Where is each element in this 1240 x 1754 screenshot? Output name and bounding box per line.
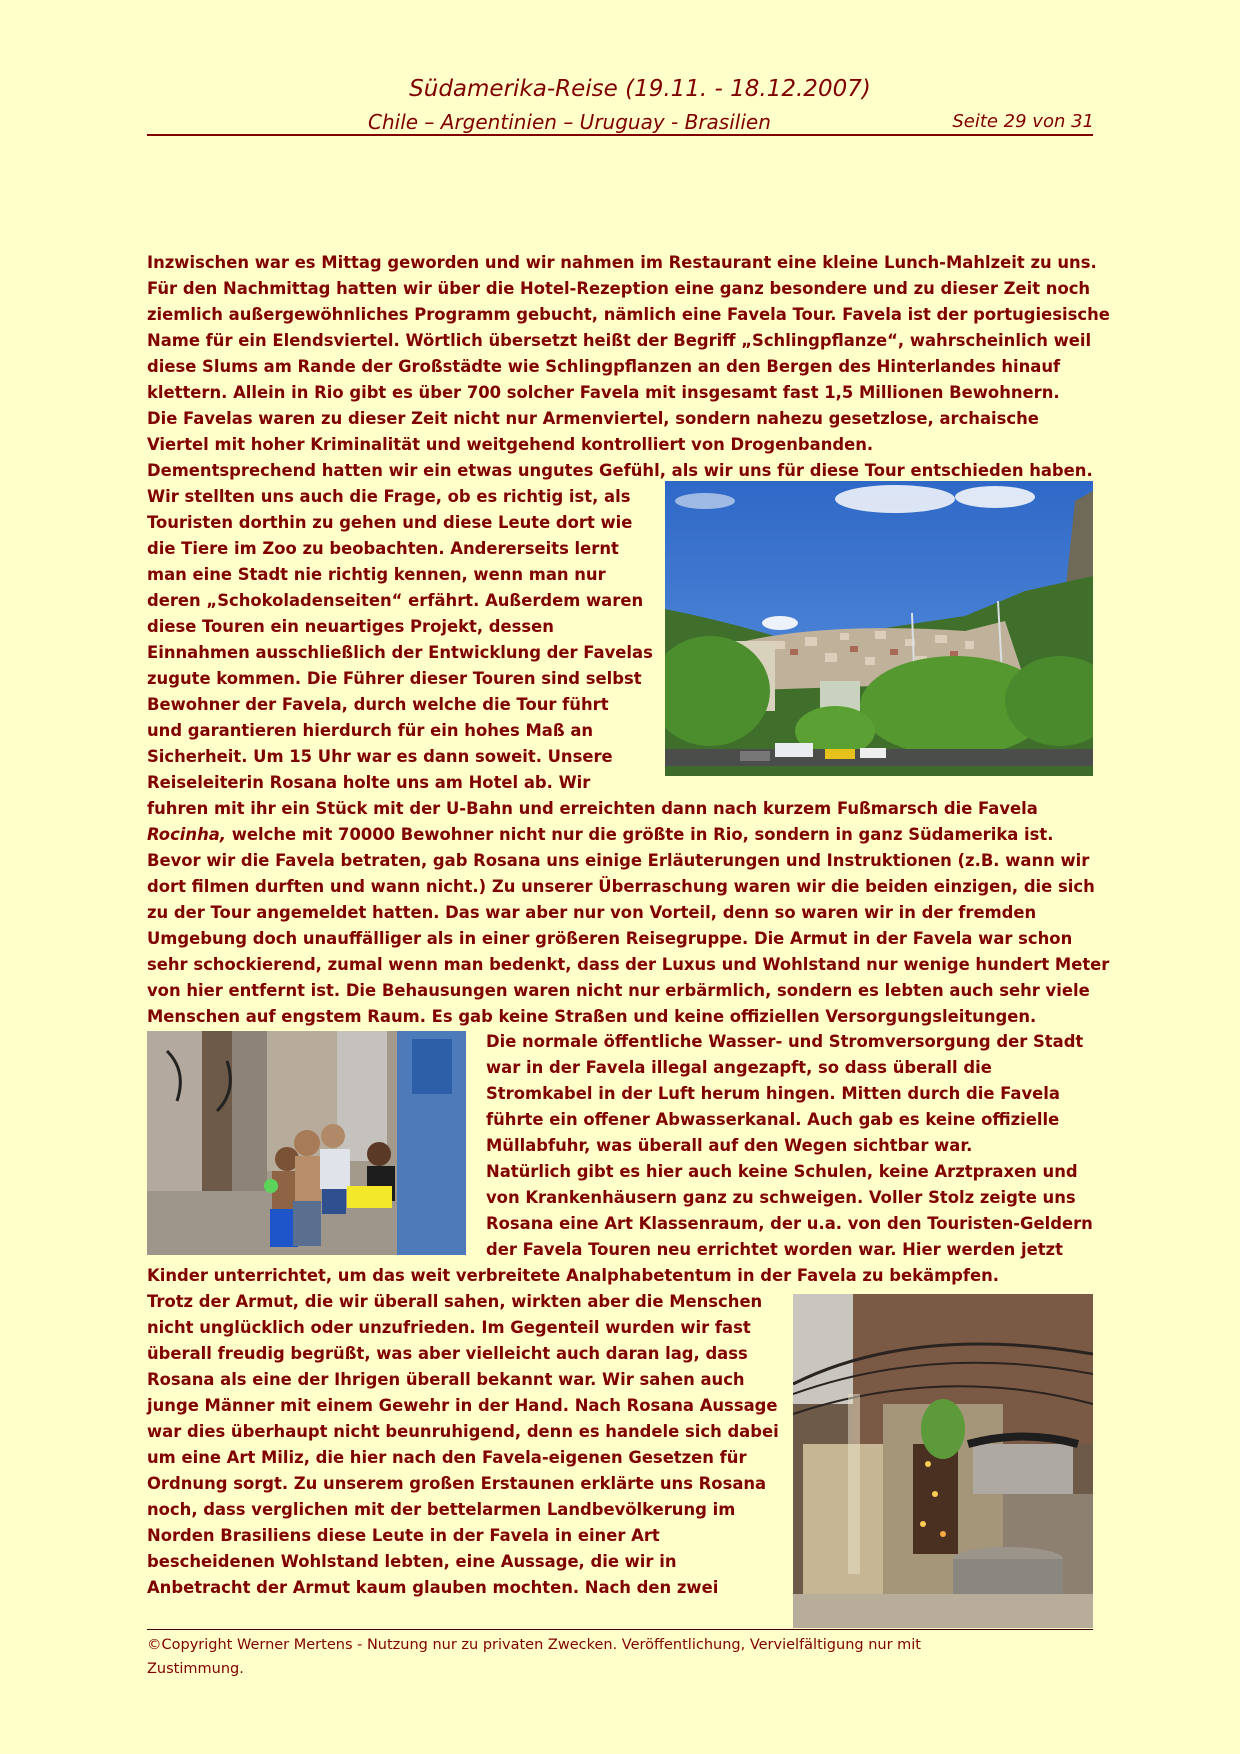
document-title: Südamerika-Reise (19.11. - 18.12.2007) <box>409 76 871 102</box>
text-line: Müllabfuhr, was überall auf den Wegen sichtbar war. <box>486 1136 973 1155</box>
text-line: Bewohner der Favela, durch welche die Tour führt <box>147 695 609 714</box>
text-line: Touristen dorthin zu gehen und diese Leute dort wie <box>147 513 633 532</box>
text-line: die Tiere im Zoo zu beobachten. Andererseits lernt <box>147 539 619 558</box>
copyright-line-1: ©Copyright Werner Mertens - Nutzung nur zu privaten Zwecken. Veröffentlichung, Vervielfältigung nur mit <box>147 1637 921 1653</box>
text-line: Bevor wir die Favela betraten, gab Rosana uns einige Erläuterungen und Instruktionen (z.B. wann wir <box>147 851 1090 870</box>
text-line: noch, dass verglichen mit der bettelarmen Landbevölkerung im <box>147 1500 736 1519</box>
text-line: Rosana eine Art Klassenraum, der u.a. von den Touristen-Geldern <box>486 1214 1093 1233</box>
text-line: Anbetracht der Armut kaum glauben mochten. Nach den zwei <box>147 1578 719 1597</box>
text-line: war dies überhaupt nicht beunruhigend, denn es handele sich dabei <box>147 1422 779 1441</box>
text-line: von hier entfernt ist. Die Behausungen waren nicht nur erbärmlich, sondern es lebten auch sehr viele <box>147 981 1090 1000</box>
footer-divider <box>147 1629 1093 1630</box>
paragraph-question <box>147 484 653 796</box>
rocinha-landscape-image <box>665 481 1093 776</box>
text-line: Norden Brasiliens diese Leute in der Favela in einer Art <box>147 1526 660 1545</box>
copyright-line-2: Zustimmung. <box>147 1661 244 1677</box>
text-line: bescheidenen Wohlstand lebten, eine Aussage, die wir in <box>147 1552 677 1571</box>
text-line: zu der Tour angemeldet hatten. Das war aber nur von Vorteil, denn so waren wir in der fremden <box>147 903 1037 922</box>
text-line: Menschen auf engstem Raum. Es gab keine Straßen und keine offiziellen Versorgungsleitungen. <box>147 1007 1037 1026</box>
text-line: Die Favelas waren zu dieser Zeit nicht nur Armenviertel, sondern nahezu gesetzlose, archaische <box>147 409 1039 428</box>
paragraph-rocinha <box>147 796 1109 1030</box>
text-line: Wir stellten uns auch die Frage, ob es richtig ist, als <box>147 487 631 506</box>
photo-favela-children <box>147 1031 466 1255</box>
text-line: Stromkabel in der Luft herum hingen. Mitten durch die Favela <box>486 1084 1060 1103</box>
text-line: dort filmen durften und wann nicht.) Zu unserer Überraschung waren wir die beiden einzigen, die sich <box>147 877 1095 896</box>
text-line: Sicherheit. Um 15 Uhr war es dann soweit. Unsere <box>147 747 613 766</box>
text-line: Natürlich gibt es hier auch keine Schulen, keine Arztpraxen und <box>486 1162 1078 1181</box>
text-line: Umgebung doch unauffälliger als in einer größeren Reisegruppe. Die Armut in der Favela war schon <box>147 929 1073 948</box>
text-line: und garantieren hierdurch für ein hohes Maß an <box>147 721 594 740</box>
children-image <box>147 1031 466 1255</box>
text-line: Viertel mit hoher Kriminalität und weitgehend kontrolliert von Drogenbanden. <box>147 435 874 454</box>
text-fragment: welche mit 70000 Bewohner nicht nur die größte in Rio, sondern in ganz Südamerika ist. <box>226 825 1054 844</box>
text-line: sehr schockierend, zumal wenn man bedenkt, dass der Luxus und Wohlstand nur wenige hundert Meter <box>147 955 1110 974</box>
place-name-rocinha: Rocinha, <box>147 825 227 844</box>
page-number: Seite 29 von 31 <box>952 111 1094 132</box>
text-line: ziemlich außergewöhnliches Programm gebucht, nämlich eine Favela Tour. Favela ist der portugiesische <box>147 305 1110 324</box>
text-line <box>147 822 1109 848</box>
text-line: Für den Nachmittag hatten wir über die Hotel-Rezeption eine ganz besondere und zu dieser Zeit noch <box>147 279 1091 298</box>
header-divider <box>147 134 1093 136</box>
text-line: war in der Favela illegal angezapft, so dass überall die <box>486 1058 992 1077</box>
text-line: der Favela Touren neu errichtet worden war. Hier werden jetzt <box>486 1240 1063 1259</box>
paragraph-infrastructure <box>486 1029 1093 1263</box>
paragraph-literacy <box>147 1263 999 1289</box>
text-line: klettern. Allein in Rio gibt es über 700 solcher Favela mit insgesamt fast 1,5 Millionen Bewohnern. <box>147 383 1060 402</box>
photo-favela-alley <box>793 1294 1093 1628</box>
text-line: zugute kommen. Die Führer dieser Touren sind selbst <box>147 669 642 688</box>
text-line: deren „Schokoladenseiten“ erfährt. Außerdem waren <box>147 591 644 610</box>
text-line: Rosana als eine der Ihrigen überall bekannt war. Wir sahen auch <box>147 1370 745 1389</box>
text-line: von Krankenhäusern ganz zu schweigen. Voller Stolz zeigte uns <box>486 1188 1076 1207</box>
text-line: nicht unglücklich oder unzufrieden. Im Gegenteil wurden wir fast <box>147 1318 751 1337</box>
text-line: Kinder unterrichtet, um das weit verbreitete Analphabetentum in der Favela zu bekämpfen. <box>147 1266 1000 1285</box>
alley-image <box>793 1294 1093 1628</box>
text-line: Die normale öffentliche Wasser- und Stromversorgung der Stadt <box>486 1032 1084 1051</box>
paragraph-people <box>147 1289 779 1601</box>
copyright-notice <box>147 1633 1047 1681</box>
text-line: Dementsprechend hatten wir ein etwas ungutes Gefühl, als wir uns für diese Tour entschieden haben. <box>147 461 1093 480</box>
document-subtitle: Chile – Argentinien – Uruguay - Brasilien <box>368 110 771 134</box>
text-line: Einnahmen ausschließlich der Entwicklung der Favelas <box>147 643 653 662</box>
text-line: Reiseleiterin Rosana holte uns am Hotel ab. Wir <box>147 773 591 792</box>
text-line: überall freudig begrüßt, was aber vielleicht auch daran lag, dass <box>147 1344 748 1363</box>
text-line: diese Slums am Rande der Großstädte wie Schlingpflanzen an den Bergen des Hinterlandes hinauf <box>147 357 1061 376</box>
photo-rocinha-hillside <box>665 481 1093 776</box>
text-line: um eine Art Miliz, die hier nach den Favela-eigenen Gesetzen für <box>147 1448 747 1467</box>
text-line: führte ein offener Abwasserkanal. Auch gab es keine offizielle <box>486 1110 1060 1129</box>
text-line: Ordnung sorgt. Zu unserem großen Erstaunen erklärte uns Rosana <box>147 1474 767 1493</box>
text-line: Inzwischen war es Mittag geworden und wir nahmen im Restaurant eine kleine Lunch-Mahlzeit zu uns. <box>147 253 1097 272</box>
text-line: fuhren mit ihr ein Stück mit der U-Bahn und erreichten dann nach kurzem Fußmarsch die Favela <box>147 799 1038 818</box>
paragraph-intro <box>147 250 1110 484</box>
text-line: Trotz der Armut, die wir überall sahen, wirkten aber die Menschen <box>147 1292 763 1311</box>
text-line: junge Männer mit einem Gewehr in der Hand. Nach Rosana Aussage <box>147 1396 778 1415</box>
text-line: man eine Stadt nie richtig kennen, wenn man nur <box>147 565 606 584</box>
text-line: diese Touren ein neuartiges Projekt, dessen <box>147 617 554 636</box>
text-line: Name für ein Elendsviertel. Wörtlich übersetzt heißt der Begriff „Schlingpflanze“, wahrscheinlich weil <box>147 331 1092 350</box>
